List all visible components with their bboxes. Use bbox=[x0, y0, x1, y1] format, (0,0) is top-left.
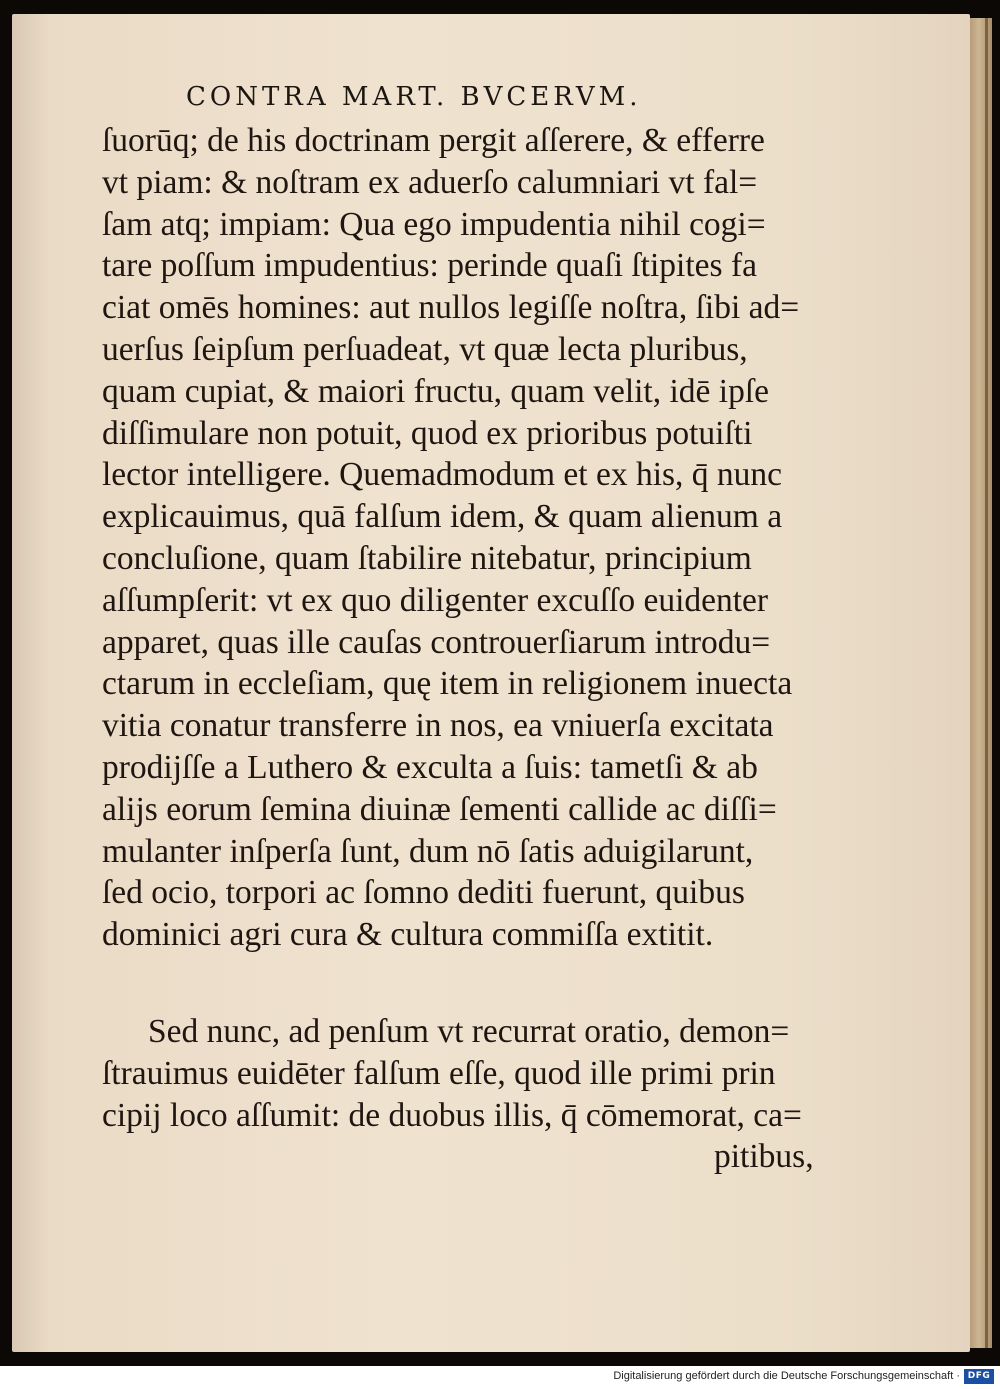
text-line: lector intelligere. Quemadmodum et ex his, q̄ nunc bbox=[102, 456, 783, 494]
page-text bbox=[102, 120, 842, 1178]
catchword: pitibus, bbox=[714, 1138, 814, 1176]
text-line: dominici agri cura & cultura commiſſa extitit. bbox=[102, 916, 714, 954]
text-line: uerſus ſeipſum perſuadeat, vt quæ lecta pluribus, bbox=[102, 330, 748, 368]
funding-credit: Digitalisierung gefördert durch die Deutsche Forschungsgemeinschaft · bbox=[613, 1370, 960, 1382]
footer-bar bbox=[0, 1366, 1000, 1389]
text-line: Sed nunc, ad penſum vt recurrat oratio, demon= bbox=[148, 1012, 790, 1050]
text-line: concluſione, quam ſtabilire nitebatur, principium bbox=[102, 539, 752, 577]
paragraph-gap bbox=[102, 956, 842, 1011]
text-line: aſſumpſerit: vt ex quo diligenter excuſſo euidenter bbox=[102, 581, 769, 619]
text-line: explicauimus, quā falſum idem, & quam alienum a bbox=[102, 498, 783, 536]
text-line: vt piam: & noſtram ex aduerſo calumniari vt fal= bbox=[102, 163, 758, 201]
text-line: diſſimulare non potuit, quod ex prioribus potuiſti bbox=[102, 414, 753, 452]
book-edge bbox=[970, 18, 992, 1348]
text-line: ſed ocio, torpori ac ſomno dediti fuerunt, quibus bbox=[102, 874, 745, 912]
text-line: ſtrauimus euidēter falſum eſſe, quod ille primi prin bbox=[102, 1054, 776, 1092]
text-line: ctarum in eccleſiam, quę item in religionem inuecta bbox=[102, 665, 793, 703]
text-line: tare poſſum impudentius: perinde quaſi ſtipites fa bbox=[102, 247, 757, 285]
text-line: ſam atq; impiam: Qua ego impudentia nihil cogi= bbox=[102, 205, 766, 243]
text-line: ciat omēs homines: aut nullos legiſſe noſtra, ſibi ad= bbox=[102, 289, 800, 327]
text-line: aliјs eorum ſemina diuinæ ſementi callide ac diſſi= bbox=[102, 790, 777, 828]
text-line: vitia conatur transferre in nos, ea vniuerſa excitata bbox=[102, 707, 774, 745]
running-head: CONTRA MART. BVCERVM. bbox=[186, 82, 642, 112]
text-line: cipiј loco aſſumit: de duobus illis, q̄ cōmemorat, ca= bbox=[102, 1096, 802, 1134]
text-line: quam cupiat, & maiori fructu, quam velit, idē ipſe bbox=[102, 372, 770, 410]
dfg-logo: DFG bbox=[964, 1369, 994, 1384]
text-line: ſuorūq; de his doctrinam pergit aſſerere, & efferre bbox=[102, 122, 765, 159]
text-line: apparet, quas ille cauſas controuerſiarum introdu= bbox=[102, 623, 771, 661]
text-line: prodiјſſe a Luthero & exculta a ſuis: tametſi & ab bbox=[102, 748, 758, 786]
text-line: mulanter inſperſa ſunt, dum nō ſatis aduigilarunt, bbox=[102, 832, 754, 870]
